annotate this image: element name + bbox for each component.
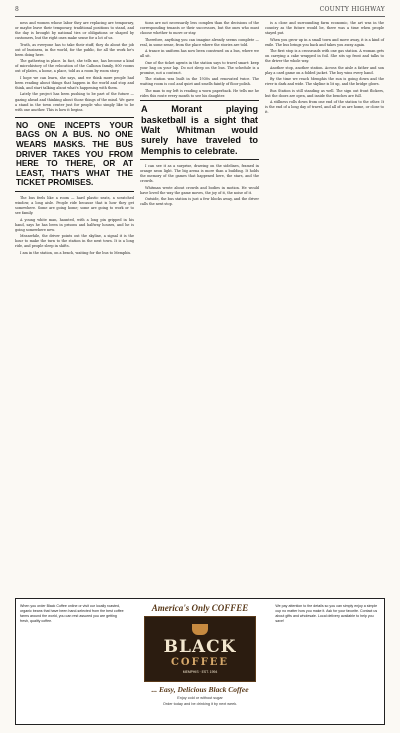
black-coffee-ad[interactable] [15,598,385,725]
paragraph: A stillness rolls down from one end of the station to the other. It is the end of a long day of travel, and all of us are home, or close to it. [265,100,384,115]
pull-quote-morant: A Morant playing basketball is a sight that Walt Whitman would surely have traveled to Memphis to celebrate. [140,100,259,160]
page-header [15,6,385,16]
paragraph: By the time we reach Memphis the sun is going down and the river is dark and wide. The skyline is lit up, and the bridge glows. [265,77,384,87]
paragraph: The man to my left is reading a worn paperback. He tells me he rides this route every month to see his daughter. [140,88,259,98]
logo-word-coffee: COFFEE [170,657,230,668]
paragraph: A young white man, haunted, with a long pin gripped in his hand, says he has been in prisons and halfway houses, and he is going somewhere new. [15,217,134,232]
paragraph: Outside, the bus station is just a few blocks away, and the driver calls the next stop. [140,197,259,207]
column-2 [140,21,259,257]
header-rule [15,16,385,17]
paragraph: Whitman wrote about crowds and bodies in motion. He would have loved the way the game moves, the joy of it, the noise of it. [140,185,259,195]
paragraph: A trance in uniform has now been construed on a bus, where we all sit. [140,49,259,59]
paragraph: The gathering in place. In fact, she tells me, has become a kind of microhistory of the relocation of the Calhoun family, 800 rooms out of plates, a home, a place, told as a room by room story. [15,59,134,74]
ad-left-text: When you order Black Coffee online or visit our locally roasted, organic beans that have been hand-selected from the best coffee farms around the world, you can rest assured you are getting fresh, quality coffee. [20,604,124,623]
coffee-cup-icon [192,624,208,635]
paragraph: Lately the project has been pushing to be part of the future — gazing ahead and thinking about those things of the mind. We gave a stand in the town center just for people who simply like to be with one another. This is how it begins. [15,92,134,112]
ad-right-text: We pay attention to the details so you can simply enjoy a simple cup no matter how you make it. Ask for your favorite. Contact us about gifts and wholesale. Local delivery available to help you save! [275,604,378,623]
ad-center [129,599,272,724]
logo-word-black: BLACK [163,637,237,657]
page-number: 8 [15,6,20,13]
column-1 [15,21,134,257]
paragraph: Bus Station is still standing as well. The sign out front flickers, but the doors are open, and inside the benches are full. [265,88,384,98]
column-3 [265,21,384,257]
paragraph: The first stop is a crossroads with one gas station. A woman gets on carrying a cake wrapped in foil. She sits up front and talks to the driver the whole way. [265,49,384,64]
paragraph: The station was built in the 1930s and renovated twice. The waiting room is cool and quiet and smells faintly of floor polish. [140,77,259,87]
pull-quote-bus: NO ONE INCEPTS YOUR BAGS ON A BUS. NO ONE WEARS MASKS. THE BUS DRIVER TAKES YOU FROM HERE TO THERE, OR AT LEAST, THAT'S WHAT THE TICKET PROMISES. [15,117,134,192]
ad-tagline: ... Easy, Delicious Black Coffee [151,685,249,694]
paragraph: When you grow up in a small town and move away, it is a kind of exile. The bus brings you back and takes you away again. [265,37,384,47]
ad-headline: America's Only COFFEE [151,603,249,613]
paragraph: I hope we can learn, she says, and we think more people had been reading about things that happen in the world and stop and think, and start talking about what's happening with them. [15,75,134,91]
section-title: COUNTY HIGHWAY [319,6,385,13]
paragraph: I am in the station, on a bench, waiting for the bus to Memphis. [20,250,132,255]
article-columns [15,21,385,257]
paragraph: ness and women whose labor they are replacing are temporary, or maybe leave their temporary, traditional positions to stand, and the day is brought by national ties or obligations or shaped by customers, but the right ones make sense for a lot of us. [15,21,134,41]
black-coffee-logo [144,616,256,682]
paragraph: is a close and surrounding farm economic, the art was in the country as the future would be, there was a time when people stayed put. [265,21,384,36]
paragraph: One of the ticket agents in the station says to travel smart: keep your bag on your lap. Do not sleep on the bus. The schedule is a promise, not a contract. [140,60,259,75]
paragraph: Another stop, another station. Across the aisle a father and son play a card game on a folded jacket. The boy wins every hand. [265,65,384,75]
ad-order-line: Order today and be drinking it by next week. [162,702,238,706]
paragraph: Meanwhile, the driver points out the skyline, a signal it is the hour to make the turn to the station in the next town. It is a long ride, and people sleep in shifts. [15,234,134,249]
paragraph: I can see it as a surprise, drawing on the sidelines, framed in orange neon light. The big arena is more than a building. It holds the memory of the games that happened here, the stars, and the crowds. [140,164,259,184]
paragraph: The bus feels like a room — hard plastic seats, a scratched window, a long aisle. People ride because that is how they get somewhere. Some are going home; some are going to work or to see family. [15,195,134,216]
ad-enjoy-line: Enjoy cold or without sugar [177,696,223,700]
logo-subtext: MEMPHIS · EST. 1994 [182,670,218,674]
paragraph: Truth, as everyone has to take their stuff, they do about the job out of business, in the world, for the public, for all the work he's been doing here. [15,42,134,57]
paragraph: Therefore, anything you can imagine already seems complete — real, in some sense, from the place where the stories are told. [140,37,259,47]
paragraph: tions are not necessarily less complex than the decisions of the corresponding tenants or their successors, but the ones who must choose whether to move or stay. [140,21,259,36]
